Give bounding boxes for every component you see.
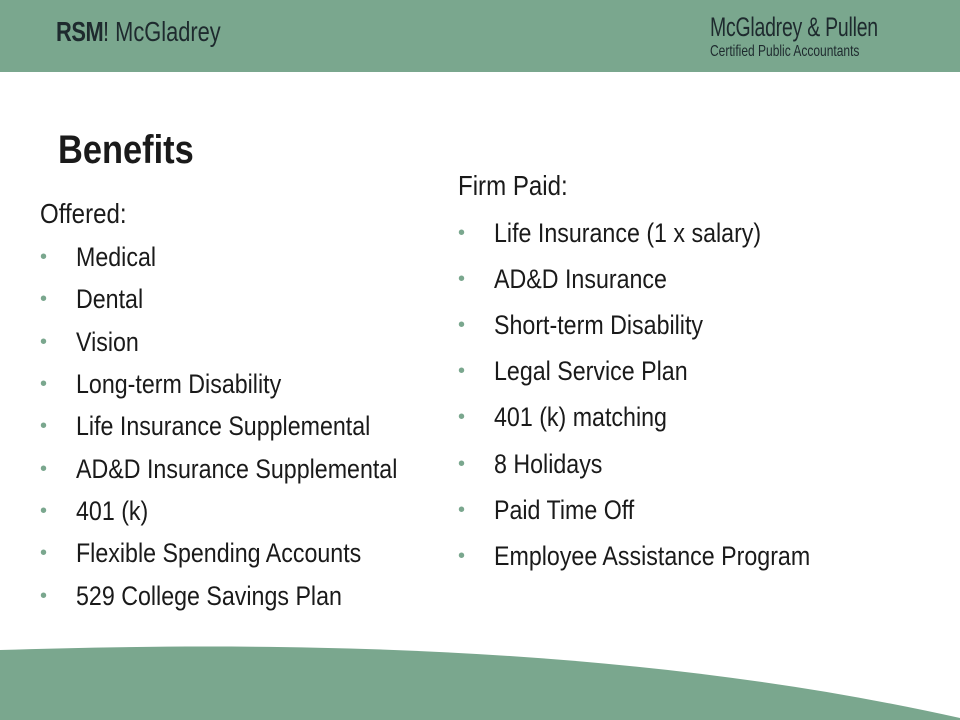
footer-wave	[0, 640, 960, 720]
list-item	[40, 574, 450, 616]
list-item-label: Vision	[76, 326, 139, 357]
rsm-mcgladrey-logo	[56, 12, 254, 52]
list-item-label: AD&D Insurance	[494, 264, 667, 295]
list-item	[40, 321, 450, 363]
list-item	[458, 533, 862, 579]
list-item	[40, 532, 450, 574]
bullet-icon: •	[40, 584, 48, 607]
list-item	[40, 405, 450, 447]
list-item-label: Paid Time Off	[494, 494, 635, 525]
bullet-icon: •	[458, 314, 466, 337]
list-item	[458, 302, 862, 348]
list-item-label: Long-term Disability	[76, 369, 282, 400]
list-item-label: AD&D Insurance Supplemental	[76, 453, 398, 484]
bullet-icon: •	[40, 330, 48, 353]
bullet-icon: •	[458, 360, 466, 383]
list-item-label: 401 (k) matching	[494, 402, 667, 433]
page-title: Benefits	[58, 128, 194, 172]
logo-firm-name: McGladrey & Pullen	[710, 12, 878, 42]
list-item-label: 8 Holidays	[494, 448, 603, 479]
list-item-label: Flexible Spending Accounts	[76, 538, 362, 569]
bullet-icon: •	[458, 498, 466, 521]
bullet-icon: •	[40, 373, 48, 396]
bullet-icon: •	[458, 406, 466, 429]
firm-paid-heading: Firm Paid:	[458, 170, 568, 201]
mcgladrey-pullen-logo	[710, 12, 943, 62]
list-item	[458, 487, 862, 533]
bullet-icon: •	[458, 268, 466, 291]
list-item	[458, 440, 862, 486]
list-item	[458, 394, 862, 440]
firm-paid-column	[458, 168, 862, 579]
list-item	[458, 348, 862, 394]
bullet-icon: •	[40, 542, 48, 565]
list-item-label: Life Insurance Supplemental	[76, 411, 371, 442]
list-item-label: Legal Service Plan	[494, 356, 688, 387]
list-item-label: Dental	[76, 284, 144, 315]
list-item-label: Life Insurance (1 x salary)	[494, 218, 762, 249]
list-item-label: Short-term Disability	[494, 310, 704, 341]
bullet-icon: •	[40, 246, 48, 269]
bullet-icon: •	[458, 222, 466, 245]
list-item	[40, 490, 450, 532]
list-item-label: Medical	[76, 242, 157, 273]
list-item-label: Employee Assistance Program	[494, 540, 811, 571]
list-item	[40, 278, 450, 320]
firm-paid-list	[458, 210, 862, 579]
list-item-label: 401 (k)	[76, 495, 149, 526]
offered-list	[40, 236, 450, 617]
bullet-icon: •	[40, 415, 48, 438]
list-item	[40, 447, 450, 489]
bullet-icon: •	[40, 288, 48, 311]
bullet-icon: •	[458, 544, 466, 567]
list-item	[458, 256, 862, 302]
logo-rsm-text: RSM	[56, 16, 104, 47]
logo-tagline: Certified Public Accountants	[710, 43, 860, 60]
offered-column	[40, 196, 450, 617]
list-item	[458, 210, 862, 256]
offered-heading: Offered:	[40, 198, 127, 229]
bullet-icon: •	[40, 457, 48, 480]
bullet-icon: •	[458, 452, 466, 475]
list-item	[40, 236, 450, 278]
logo-mcgladrey-text: ! McGladrey	[102, 16, 221, 47]
list-item	[40, 363, 450, 405]
list-item-label: 529 College Savings Plan	[76, 580, 342, 611]
bullet-icon: •	[40, 499, 48, 522]
